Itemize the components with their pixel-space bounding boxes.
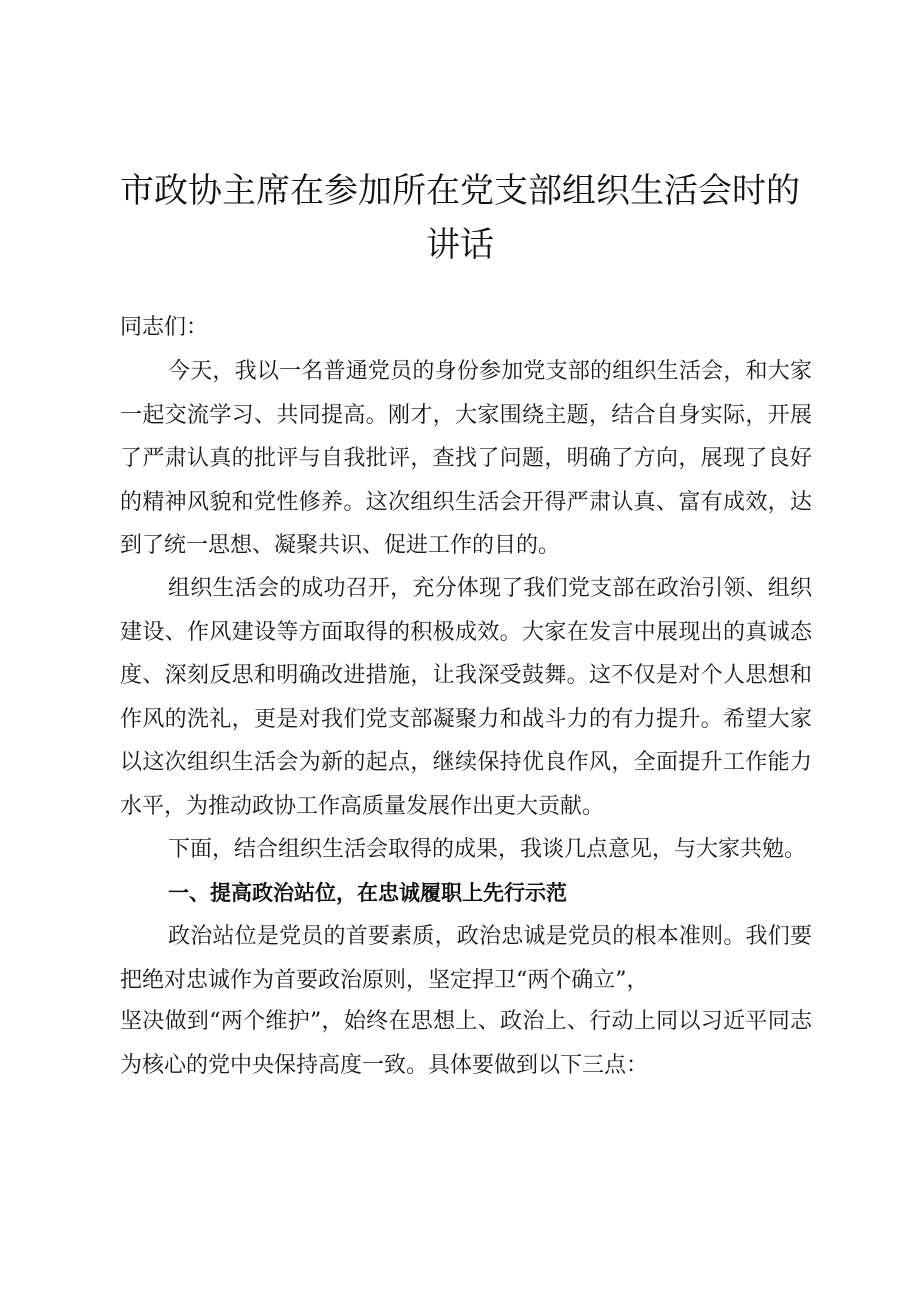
paragraph-2: 组织生活会的成功召开，充分体现了我们党支部在政治引领、组织建设、作风建设等方面取得的积极成效。大家在发言中展现出的真诚态度、深刻反思和明确改进措施，让我深受鼓舞。这不仅是对个人思想和作风的洗礼，更是对我们党支部凝聚力和战斗力的有力提升。希望大家以这次组织生活会为新的起点，继续保持优良作风，全面提升工作能力水平，为推动政协工作高质量发展作出更大贡献。 [120,576,812,819]
document-title-line2: 讲话 [426,225,494,265]
section-1-paragraph-part-b: 坚决做到“两个维护”，始终在思想上、政治上、行动上同以习近平同志为核心的党中央保持高度一致。具体要做到以下三点： [120,1009,812,1078]
document-title-line1: 市政协主席在参加所在党支部组织生活会时的 [120,171,800,211]
paragraph-1: 今天，我以一名普通党员的身份参加党支部的组织生活会，和大家一起交流学习、共同提高。刚才，大家围绕主题，结合自身实际，开展了严肃认真的批评与自我批评，查找了问题，明确了方向，展现了良好的精神风貌和党性修养。这次组织生活会开得严肃认真、富有成效，达到了统一思想、凝聚共识、促进工作的目的。 [120,359,812,558]
section-1-paragraph-part-a: 政治站位是党员的首要素质，政治忠诚是党员的根本准则。我们要把绝对忠诚作为首要政治原则，坚定捍卫“两个确立”， [120,924,812,993]
section-heading-1: 一、提高政治站位，在忠诚履职上先行示范 [168,881,567,905]
paragraph-3: 下面，结合组织生活会取得的成果，我谈几点意见，与大家共勉。 [168,837,807,862]
salutation: 同志们： [120,315,209,340]
